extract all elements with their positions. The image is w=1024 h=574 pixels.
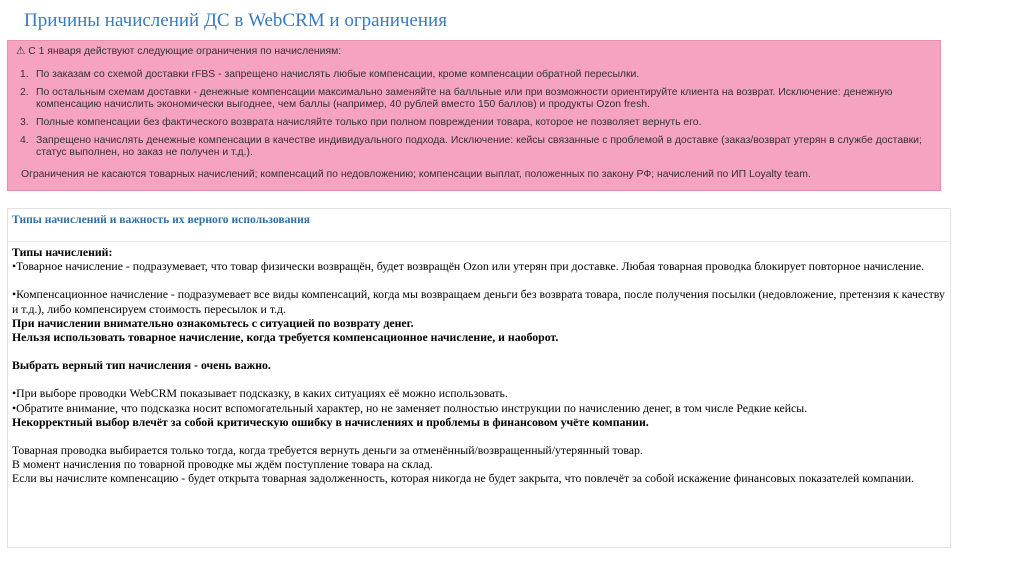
hint-text-1: •При выборе проводки WebCRM показывает подсказку, в каких ситуациях её можно использовать. — [12, 386, 508, 401]
warning-item-number: 4. — [20, 135, 29, 146]
warning-heading-text: С 1 января действуют следующие ограничения по начислениям: — [28, 46, 342, 57]
warning-list — [16, 69, 932, 159]
warning-bold-4: Некорректный выбор влечёт за собой критическую ошибку в начислениях и проблемы в финансовом учёте компании. — [12, 414, 649, 429]
page-title: Причины начислений ДС в WebCRM и ограничения — [24, 10, 447, 31]
warning-bold-2: Нельзя использовать товарное начисление, когда требуется компенсационное начисление, и наоборот. — [12, 330, 559, 345]
warning-item-text: По остальным схемам доставки - денежные компенсации максимально заменяйте на балльные или при возможности ориентируйте клиента на возврат. Исключение: денежную компенсацию начислить экономически выгоднее, чем баллы (например, 40 рублей вместо 150 баллов) и продукты Ozon fresh. — [36, 87, 893, 110]
final-text-2: В момент начисления по товарной проводке мы ждём поступление товара на склад. — [12, 457, 433, 472]
types-title: Типы начислений: — [12, 245, 113, 259]
hint-text-2: •Обратите внимание, что подсказка носит вспомогательный характер, но не заменяет полностью инструкции по начислению денег, в том числе Редкие кейсы. — [12, 400, 808, 415]
warning-item-number: 1. — [20, 69, 29, 80]
warning-icon: ⚠ — [16, 46, 26, 57]
goods-accrual-text: •Товарное начисление - подразумевает, что товар физически возвращён, будет возвращён Ozon или утерян при доставке. Любая товарная проводка блокирует повторное начисление. — [12, 259, 924, 274]
warning-item-number: 2. — [20, 87, 29, 98]
content-header: Типы начислений и важность их верного использования — [8, 209, 950, 242]
compensation-accrual-text: •Компенсационное начисление - подразумевает все виды компенсаций, когда мы возвращаем деньги без возврата товара, после получения посылки (недовложение, претензия к качеству и т.д.), либо компенсируем стоимость пересылок и т.д. — [12, 287, 945, 316]
warning-item-number: 3. — [20, 117, 29, 128]
warning-item — [16, 69, 932, 81]
content-box — [7, 208, 951, 548]
final-text-1: Товарная проводка выбирается только тогда, когда требуется вернуть деньги за отменённый/возвращенный/утерянный товар. — [12, 443, 643, 458]
spacer — [12, 372, 946, 386]
warning-item-text: Запрещено начислять денежные компенсации в качестве индивидуального подхода. Исключение: кейсы связанные с проблемой в доставке (заказ/возврат утерян в службе доставки; статус выполнен, но заказ не получен и т.д.). — [36, 135, 922, 158]
warning-bold-3: Выбрать верный тип начисления - очень важно. — [12, 358, 271, 373]
warning-item-text: По заказам со схемой доставки rFBS - запрещено начислять любые компенсации, кроме компенсации обратной пересылки. — [36, 69, 640, 80]
warning-item — [16, 135, 932, 159]
warning-heading — [16, 46, 932, 58]
warning-footer: Ограничения не касаются товарных начислений; компенсаций по недовложению; компенсации выплат, положенных по закону РФ; начислений по ИП Loyalty team. — [21, 169, 811, 180]
warning-box — [7, 40, 941, 191]
spacer — [12, 273, 946, 287]
spacer — [12, 344, 946, 358]
warning-item-text: Полные компенсации без фактического возврата начисляйте только при полном повреждении товара, которое не позволяет вернуть его. — [36, 117, 702, 128]
spacer — [12, 429, 946, 443]
content-body — [8, 242, 950, 486]
warning-bold-1: При начислении внимательно ознакомьтесь с ситуацией по возврату денег. — [12, 315, 414, 330]
warning-item — [16, 117, 932, 129]
warning-item — [16, 87, 932, 111]
final-text-3: Если вы начислите компенсацию - будет открыта товарная задолженность, которая никогда не будет закрыта, что повлечёт за собой искажение финансовых показателей компании. — [12, 471, 914, 486]
